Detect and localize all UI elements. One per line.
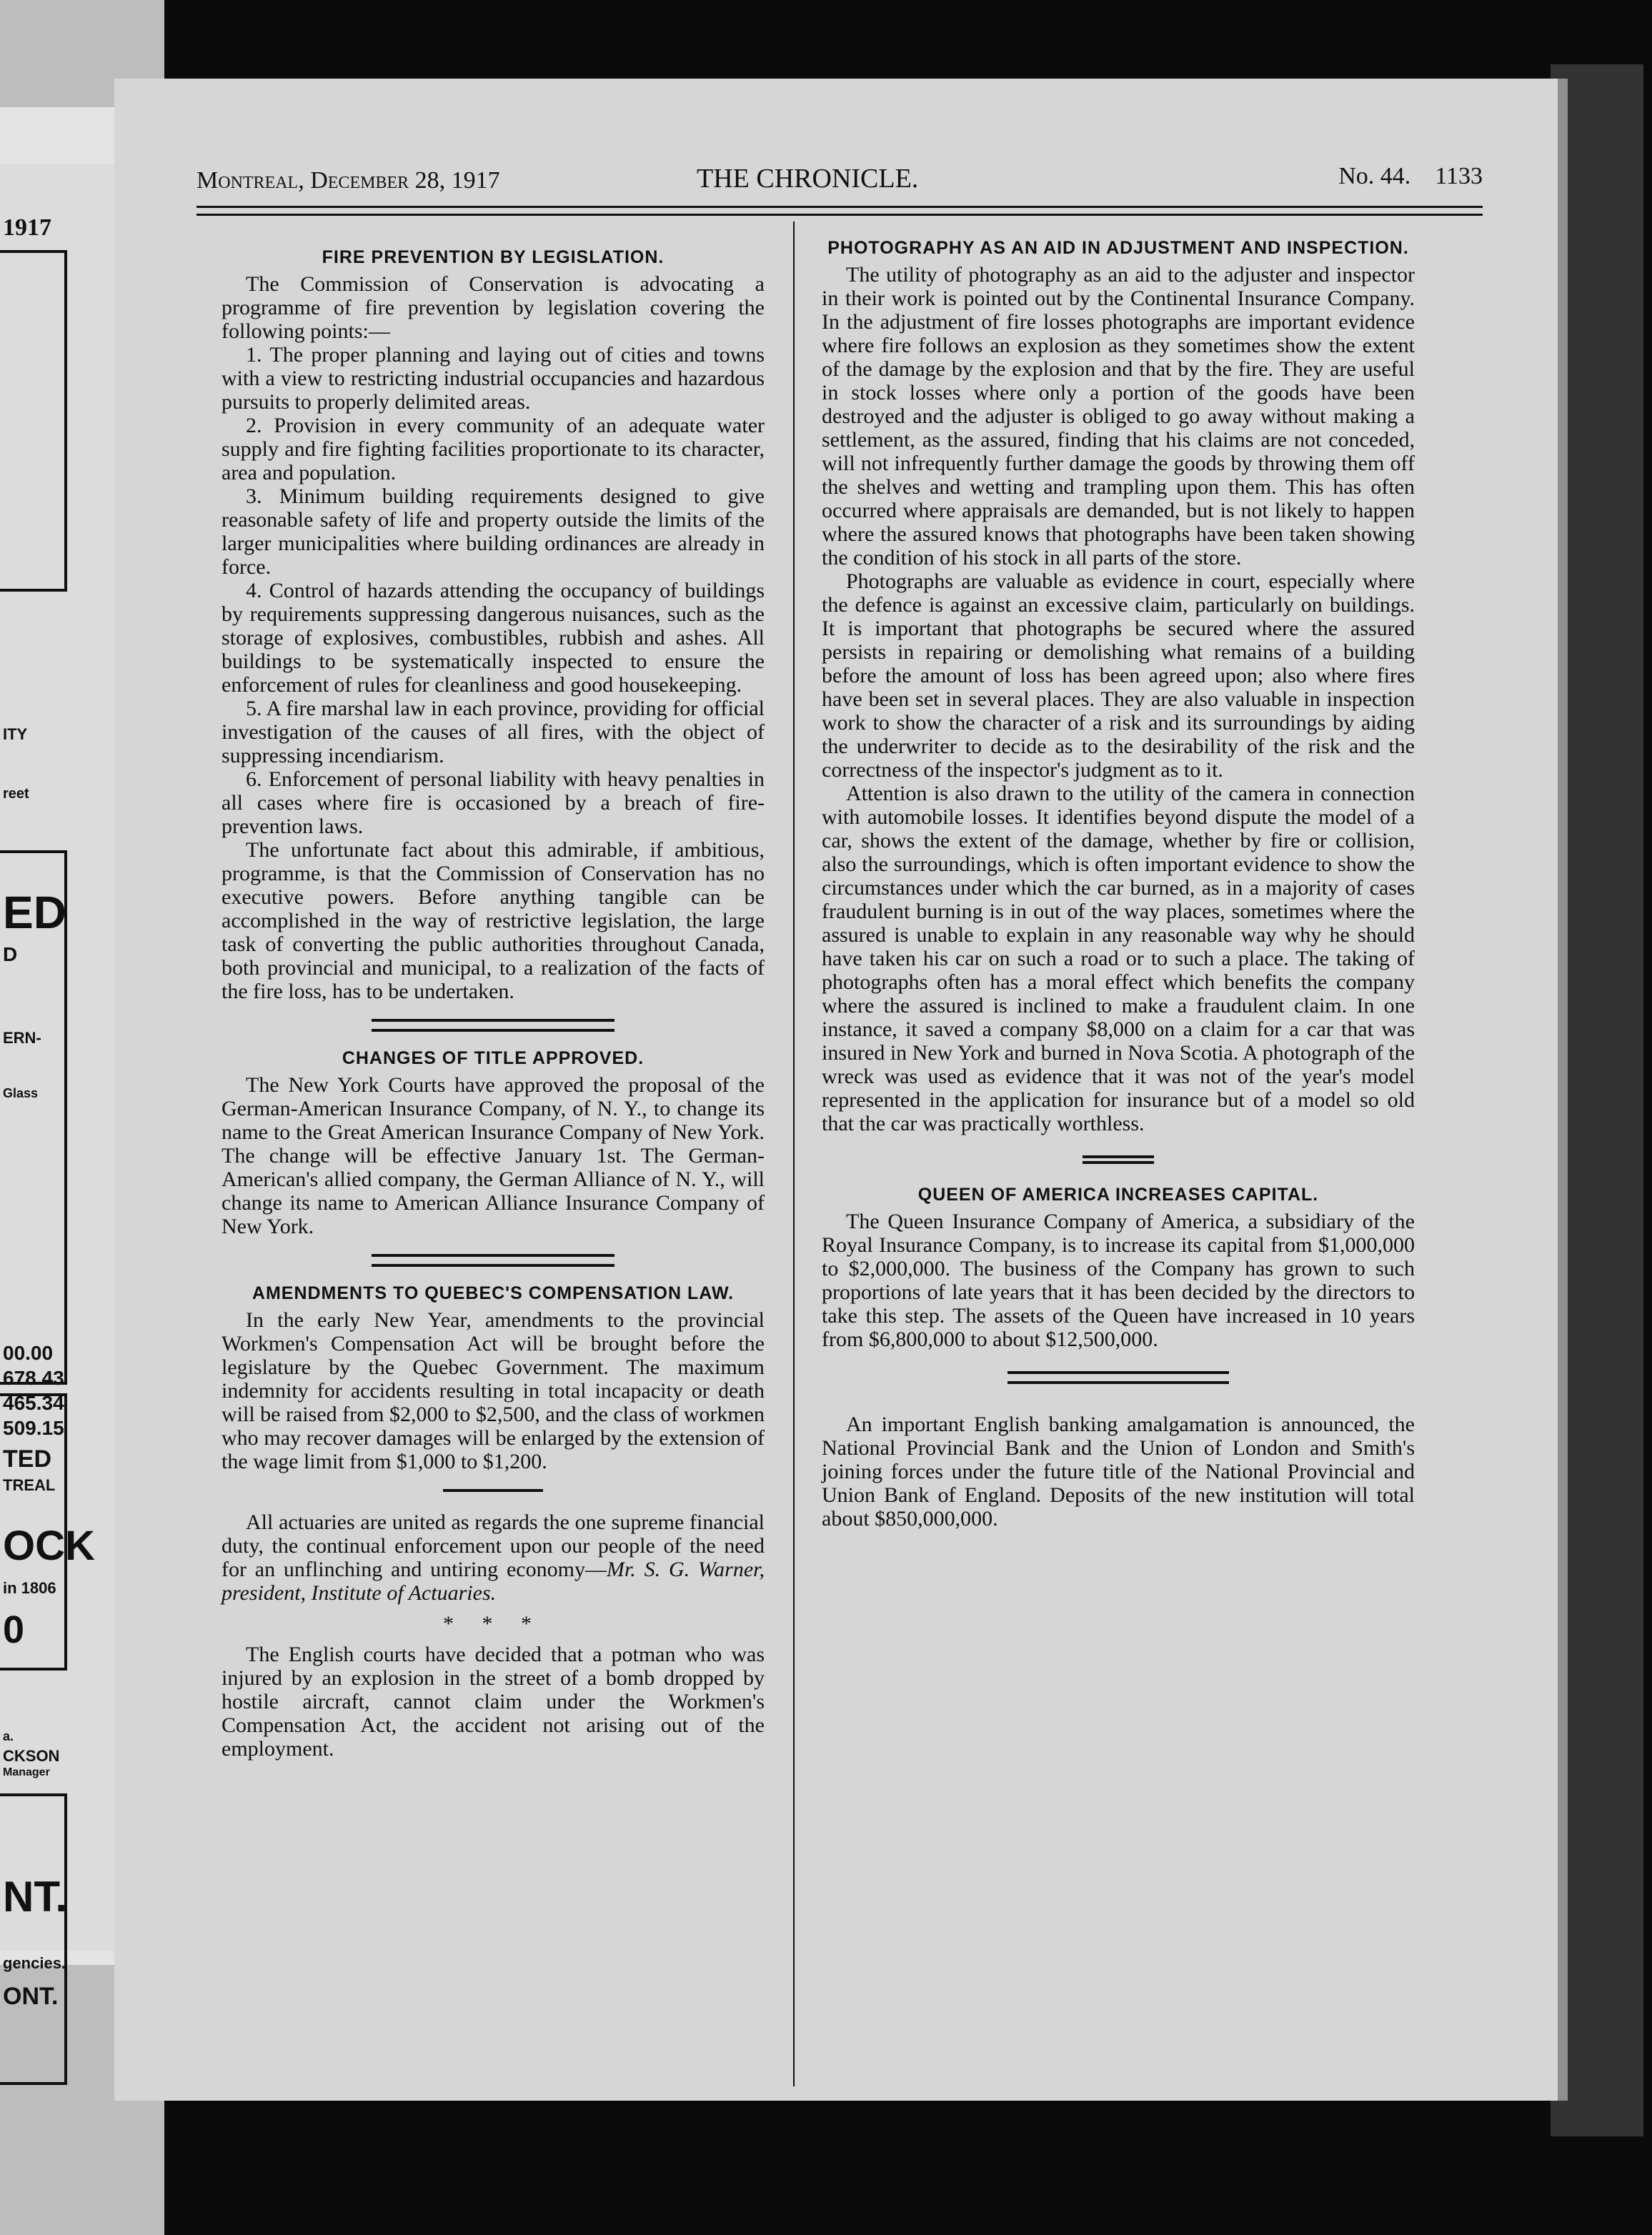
- strip-year: 1917: [3, 214, 51, 241]
- left-column: [222, 247, 765, 1761]
- article-paragraph: Photographs are valuable as evidence in court, especially where the defence is against an excessive claim, particularly on buildings. It is important that photographs be secured where the assured persists in repairing or demolishing what remains of a building before the amount of loss has been agreed upon; also where fires have been set in several places. They are also valuable in inspection work to show the character of a risk and its surroundings by aiding the underwriter to decide as to the desirability of the risk and the correctness of the inspector's judgment as to it.: [822, 569, 1415, 782]
- article-paragraph: An important English banking amalgamation is announced, the National Provincial Bank and the Union of London and Smith's joining forces under the future title of the National Provincial and Union Bank of England. Deposits of the new institution will total about $850,000,000.: [822, 1413, 1415, 1530]
- strip-fragment: TREAL: [3, 1476, 56, 1494]
- article-heading: AMENDMENTS TO QUEBEC'S COMPENSATION LAW.: [252, 1283, 735, 1303]
- header-issue-page: [1338, 163, 1483, 190]
- header-page-number: 1133: [1435, 163, 1483, 189]
- article-changes-of-title: [222, 1047, 765, 1238]
- strip-fragment: 00.00: [3, 1342, 54, 1364]
- section-divider: [1007, 1371, 1229, 1384]
- header-issue: No. 44.: [1338, 163, 1411, 189]
- strip-fragment: ERN-: [3, 1029, 41, 1047]
- header-rule: [196, 206, 1483, 216]
- article-paragraph: [222, 1510, 765, 1605]
- section-divider: [372, 1019, 614, 1032]
- article-heading: FIRE PREVENTION BY LEGISLATION.: [322, 247, 665, 267]
- article-paragraph: Attention is also drawn to the utility of the camera in connection with automobile losses. It identifies beyond dispute the model of a car, shows the extent of the damage, whether by fire or collision, also the surroundings, which is often important evidence to show the circumstances under which the car burned, as in a majority of cases fraudulent burning is in out of the way places, sometimes where the assured is unable to explain in any reasonable way why he should have taken his car on such a road or to such a place. The taking of photographs often has a moral effect which benefits the company where the assured is inclined to make a fraudulent claim. In one instance, it saved a company $8,000 on a claim for a car that was insured in New York and burned in Nova Scotia. A photograph of the wreck was used as evidence that it was not of the year's model represented in the application for insurance but of a model so old that the car was practically worthless.: [822, 782, 1415, 1135]
- article-heading: QUEEN OF AMERICA INCREASES CAPITAL.: [917, 1185, 1319, 1205]
- article-fire-prevention: [222, 247, 765, 1003]
- article-quebec-compensation: [222, 1283, 765, 1473]
- strip-fragment: a.: [3, 1729, 14, 1743]
- strip-fragment: 0: [3, 1608, 25, 1651]
- section-stars: * * *: [443, 1612, 543, 1636]
- strip-fragment: D: [3, 943, 18, 965]
- article-paragraph: 4. Control of hazards attending the occupancy of buildings by requirements suppressing dangerous nuisances, such as the storage of explosives, combustibles, rubbish and ashes. All buildings to be systematically inspected to ensure the enforcement of rules for cleanliness and good housekeeping.: [222, 579, 765, 697]
- article-english-courts: [222, 1643, 765, 1761]
- page-header: [196, 163, 1483, 203]
- article-paragraph: 3. Minimum building requirements designed to give reasonable safety of life and property outside the limits of the larger municipalities where building ordinances are already in force.: [222, 484, 765, 579]
- section-divider: [443, 1489, 543, 1495]
- header-place-date: Montreal, December 28, 1917: [196, 167, 500, 194]
- strip-fragment: NT.: [3, 1873, 67, 1921]
- article-photography: [822, 237, 1415, 1135]
- section-divider: [1083, 1155, 1154, 1164]
- newspaper-page: [114, 79, 1568, 2101]
- article-heading: PHOTOGRAPHY AS AN AID IN ADJUSTMENT AND INSPECTION.: [827, 238, 1409, 258]
- strip-fragment: ED: [3, 887, 66, 938]
- strip-fragment: ITY: [3, 725, 28, 743]
- quote-attribution: Mr. S. G. Warner, president, Institute of Actuaries.: [222, 1558, 765, 1605]
- strip-fragment: Manager: [3, 1766, 50, 1778]
- strip-fragment: gencies.: [3, 1954, 66, 1972]
- right-column: [822, 237, 1415, 1530]
- strip-fragment: Glass: [3, 1086, 39, 1100]
- adjacent-page-fragment: [0, 164, 114, 2010]
- strip-fragment: TED: [3, 1445, 51, 1473]
- article-paragraph: The New York Courts have approved the proposal of the German-American Insurance Company, of N. Y., to change its name to the Great American Insurance Company of New York. The change will be effective January 1st. The German-American's allied company, the German Alliance of N. Y., will change its name to American Alliance Insurance Company of New York.: [222, 1073, 765, 1238]
- header-title: THE CHRONICLE.: [697, 164, 919, 194]
- article-paragraph: 2. Provision in every community of an adequate water supply and fire fighting facilities proportionate to its character, area and population.: [222, 414, 765, 484]
- strip-fragment: 509.15: [3, 1417, 64, 1439]
- article-paragraph: The Queen Insurance Company of America, a subsidiary of the Royal Insurance Company, is to increase its capital from $1,000,000 to $2,000,000. The business of the Company has grown to such proportions of late years that it has been decided by the directors to take this step. The assets of the Queen have increased in 10 years from $6,800,000 to about $12,500,000.: [822, 1210, 1415, 1351]
- article-queen-of-america: [822, 1184, 1415, 1351]
- quote-text: All actuaries are united as regards the one supreme financial duty, the continual enforcement upon our people of the need for an unflinching and untiring economy—: [222, 1510, 765, 1581]
- strip-fragment: ONT.: [3, 1983, 59, 2010]
- article-actuaries: [222, 1510, 765, 1605]
- strip-fragment: in 1806: [3, 1579, 56, 1597]
- strip-fragment: reet: [3, 786, 29, 802]
- article-paragraph: The English courts have decided that a potman who was injured by an explosion in the street of a bomb dropped by hostile aircraft, cannot claim under the Workmen's Compensation Act, the accident not arising out of the employment.: [222, 1643, 765, 1761]
- strip-fragment: CKSON: [3, 1747, 60, 1765]
- strip-fragment: 678.43: [3, 1367, 64, 1389]
- strip-box: [0, 1793, 67, 2085]
- column-rule: [793, 221, 795, 2086]
- section-divider: [372, 1254, 614, 1267]
- strip-fragment: OCK: [3, 1523, 95, 1569]
- article-paragraph: In the early New Year, amendments to the provincial Workmen's Compensation Act will be brought before the legislature by the Quebec Government. The maximum indemnity for accidents resulting in total incapacity or death will be raised from $2,000 to $2,500, and the class of workmen who may recover damages will be enlarged by the extension of the wage limit from $1,000 to $1,200.: [222, 1308, 765, 1473]
- article-paragraph: 5. A fire marshal law in each province, providing for official investigation of the causes of all fires, with the object of suppressing incendiarism.: [222, 697, 765, 767]
- strip-box: [0, 250, 67, 592]
- article-paragraph: The unfortunate fact about this admirable, if ambitious, programme, is that the Commission of Conservation has no executive powers. Before anything tangible can be accomplished in the way of restrictive legislation, the large task of converting the public authorities throughout Canada, both provincial and municipal, to a realization of the facts of the fire loss, has to be undertaken.: [222, 838, 765, 1003]
- article-paragraph: 1. The proper planning and laying out of cities and towns with a view to restricting industrial occupancies and hazardous pursuits to properly delimited areas.: [222, 343, 765, 414]
- article-paragraph: The utility of photography as an aid to the adjuster and inspector in their work is pointed out by the Continental Insurance Company. In the adjustment of fire losses photographs are important evidence where fire follows an explosion as they sometimes show the extent of the damage by the explosion and that by the fire. They are useful in stock losses where only a portion of the goods have been destroyed and the adjuster is obliged to go away without making a settlement, as the assured, finding that his claims are not conceded, will not infrequently further damage the goods by throwing them off the shelves and wetting and trampling upon them. This has often occurred where appraisals are demanded, but is not likely to happen where the assured knows that photographs have been taken showing the condition of his stock in all parts of the store.: [822, 263, 1415, 569]
- article-paragraph: 6. Enforcement of personal liability with heavy penalties in all cases where fire is occasioned by a breach of fire-prevention laws.: [222, 767, 765, 838]
- article-heading: CHANGES OF TITLE APPROVED.: [342, 1048, 645, 1068]
- strip-fragment: 465.34: [3, 1392, 64, 1414]
- article-paragraph: The Commission of Conservation is advocating a programme of fire prevention by legislation covering the following points:—: [222, 272, 765, 343]
- article-banking-amalgamation: [822, 1413, 1415, 1530]
